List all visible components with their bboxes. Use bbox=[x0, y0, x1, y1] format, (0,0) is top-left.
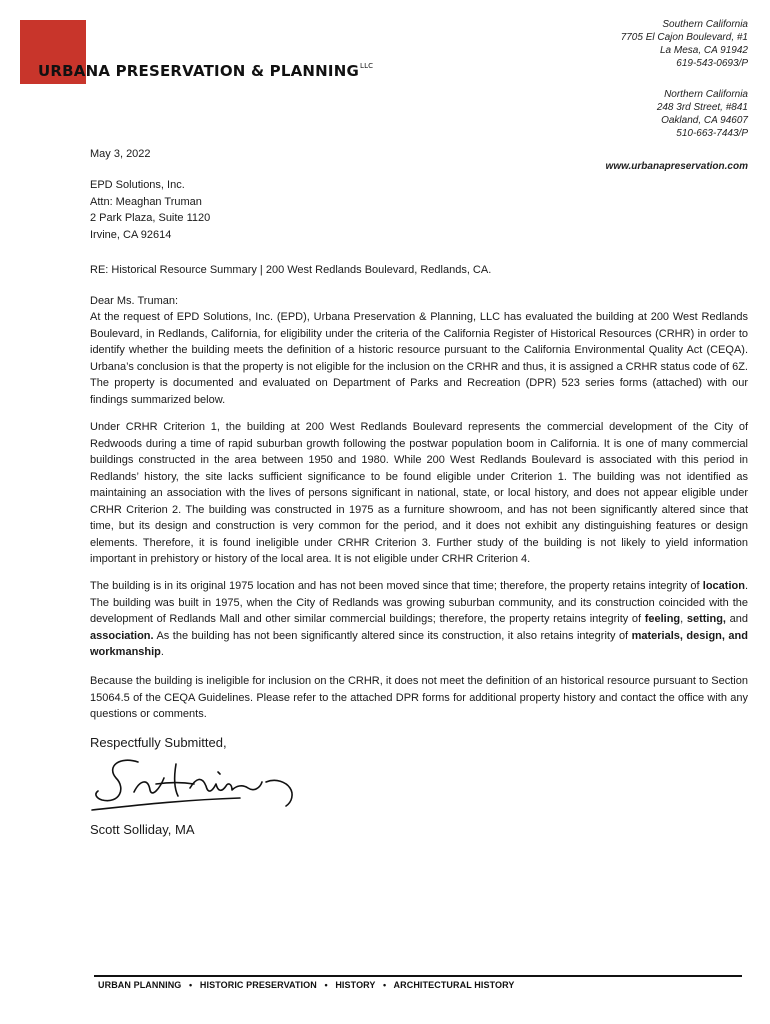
recipient-address bbox=[90, 177, 748, 243]
paragraph-conclusion: Because the building is ineligible for inclusion on the CRHR, it does not meet the definition of an historical resource pursuant to Section 15064.5 of the CEQA Guidelines. Please refer to the attached DPR forms for additional property history and contact the office with any questions or comments. bbox=[90, 675, 748, 720]
subject-line: RE: Historical Resource Summary | 200 West Redlands Boulevard, Redlands, CA. bbox=[90, 264, 492, 276]
text-run: , bbox=[680, 613, 687, 625]
bold-term: setting, bbox=[686, 613, 726, 625]
office-phone: 510-663-7443/P bbox=[676, 128, 748, 139]
southern-office-address bbox=[621, 18, 748, 70]
bold-term: materials, design, and workmanship bbox=[90, 629, 748, 658]
recipient-attn: Attn: Meaghan Truman bbox=[90, 195, 202, 208]
recipient-city: Irvine, CA 92614 bbox=[90, 228, 172, 241]
office-address-line: 7705 El Cajon Boulevard, #1 bbox=[620, 32, 748, 43]
footer-separator: • bbox=[189, 980, 193, 990]
paragraph-introduction: At the request of EPD Solutions, Inc. (EPD), Urbana Preservation & Planning, LLC has evaluated the building at 200 West Redlands Boulevard, in Redlands, California, for eligibility under the criteria of the California Register of Historical Resources (CRHR) in order to identify whether the building meets the definition of a historic resource pursuant to the California Environmental Quality Act (CEQA). Urbana’s conclusion is that the property is not eligible for the inclusion on the CRHR and thus, it is assigned a CRHR status code of 6Z. The property is documented and evaluated on Department of Parks and Recreation (DPR) 523 series forms (attached) with our findings summarized below. bbox=[90, 311, 748, 406]
text-run: As the building has not been significantly altered since its construction, it also retains integrity of bbox=[153, 629, 632, 642]
recipient-company: EPD Solutions, Inc. bbox=[90, 179, 185, 191]
footer-item: HISTORIC PRESERVATION bbox=[199, 980, 317, 990]
northern-office-address bbox=[657, 88, 748, 140]
paragraph-integrity bbox=[90, 578, 748, 661]
text-run: and bbox=[725, 613, 748, 625]
salutation: Dear Ms. Truman: bbox=[90, 295, 179, 307]
text-run: The building is in its original 1975 location and has not been moved since that time; therefore, the property retains integrity of bbox=[90, 580, 703, 592]
logo-name-part1: URBANA bbox=[38, 62, 111, 80]
signer-name: Scott Solliday, MA bbox=[90, 822, 195, 837]
office-address-line: La Mesa, CA 91942 bbox=[659, 45, 748, 56]
bold-term: feeling bbox=[644, 613, 681, 625]
signature bbox=[90, 748, 310, 818]
bold-term: association. bbox=[90, 629, 154, 642]
paragraph-criteria: Under CRHR Criterion 1, the building at 200 West Redlands Boulevard represents the commercial development of the City of Redwoods during a time of rapid suburban growth following the postwar population boom in California. It is one of many commercial buildings constructed in the area between 1950 and 1980. While 200 West Redlands Boulevard is associated with this period in Redlands’ history, the site lacks sufficient significance to be found eligible under Criterion 1. The building was not identified as maintaining an association with the lives of persons significant in national, state, or local history, and does not appear eligible under CRHR Criterion 2. The building was constructed in 1975 as a furniture showroom, and has not been significantly altered since that time, but its design and construction is very common for the period, and it does not exhibit any distinguishing features or design elements. Therefore, it is found ineligible under CRHR Criterion 3. Further study of the building is not likely to yield information important in prehistory or history of the local area. It is not eligible under CRHR Criterion 4. bbox=[90, 421, 748, 565]
office-address-line: 248 3rd Street, #841 bbox=[656, 102, 748, 113]
text-run: . The building was built in 1975, when the City of Redlands was growing suburban community, and its construction coincided with the development of Redlands Mall and other similar commercial buildings; therefore, the property retains integrity of bbox=[90, 580, 748, 625]
footer-services bbox=[98, 980, 514, 990]
office-phone: 619-543-0693/P bbox=[676, 58, 748, 69]
logo-suffix: LLC bbox=[359, 62, 374, 70]
footer-item: HISTORY bbox=[335, 980, 376, 990]
footer-item: ARCHITECTURAL HISTORY bbox=[393, 980, 515, 990]
footer-item: URBAN PLANNING bbox=[98, 980, 182, 990]
office-title: Southern California bbox=[662, 19, 748, 30]
letter-date: May 3, 2022 bbox=[90, 148, 151, 160]
closing: Respectfully Submitted, bbox=[90, 735, 227, 750]
footer-separator: • bbox=[324, 980, 328, 990]
company-logo bbox=[38, 62, 373, 80]
office-address-line: Oakland, CA 94607 bbox=[661, 115, 748, 126]
website-link[interactable]: www.urbanapreservation.com bbox=[605, 161, 748, 172]
text-run: . bbox=[160, 646, 164, 658]
recipient-street: 2 Park Plaza, Suite 1120 bbox=[90, 212, 211, 224]
office-title: Northern California bbox=[664, 89, 748, 100]
footer-rule bbox=[94, 975, 742, 977]
logo-name-part2: PRESERVATION & PLANNING bbox=[115, 62, 359, 80]
footer-separator: • bbox=[382, 980, 387, 990]
bold-term: location bbox=[702, 580, 745, 592]
